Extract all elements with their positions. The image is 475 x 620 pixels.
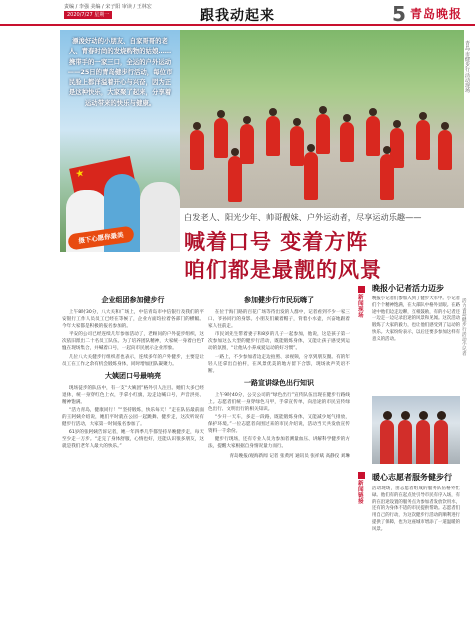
news-tag <box>358 472 368 506</box>
walker-figure <box>290 126 304 166</box>
headline-subtitle: 白发老人、阳光少年、帅哥靓妹、户外运动者，尽享运动乐趣—— <box>184 212 422 222</box>
paragraph: 健步行现场，还有专业人员为参加者测量血压、讲解科学健步的方法，提醒大家根据自身情况量力而行。 <box>208 437 350 450</box>
news-tag-label: 新闻现场 <box>358 295 364 320</box>
photo-badge: 摄下心愿你最美 <box>67 225 135 250</box>
article-column-1 <box>62 292 204 604</box>
sidebar-vertical-caption: 活力青岛健步行活动小记者 <box>462 299 467 357</box>
photo-side-caption: 青岛市健步行活动现场 <box>465 41 471 95</box>
news-tag-label: 新闻链接 <box>358 481 364 506</box>
walker-figure <box>240 124 254 164</box>
headline-line1: 喊着口号 变着方阵 <box>184 229 369 254</box>
paragraph: 上午8时30分，八大关和广场上，中信青岛市中信银行及我们的平安银行工作人员员工已经在等候了，企业方面均拉着各部门的横幅。今年大家都是积极的报名参加的。 <box>62 309 204 330</box>
headline-line2: 咱们都是最靓的风景 <box>184 257 382 282</box>
walker-figure <box>228 156 242 202</box>
walker-figure <box>190 130 204 170</box>
paragraph: 几位八大关健步行组织者也表示，连续多年的户外健步，主要是让员工在工作之余有机会锻炼身体，同时增加团队凝聚力。 <box>62 354 204 367</box>
child-figure <box>416 420 430 464</box>
sidebar-title: 晚报小记者活力迈步 <box>372 284 444 293</box>
child-figure <box>434 420 448 464</box>
paragraph: “活力青岛，健康同行！”“坚持锻炼，快乐每天！”走在队伍最前面的王阿姨介绍说，她们平时就在公园一起跳舞、健步走，这次听说有健步行活动，大家第一时间报名参加了。 <box>62 407 204 428</box>
main-photo <box>180 30 464 208</box>
paragraph: 市民刘先生带着妻子和8岁的儿子一起参加，他说，这是孩子第一次参加这么大型的健步行活动，既能锻炼身体，又能让孩子感受到运动的氛围，“让他从小养成爱运动的好习惯”。 <box>208 332 350 352</box>
child-figure <box>398 420 412 464</box>
walker-figure <box>304 152 318 200</box>
sidebar-title: 暖心志愿者服务健步行 <box>372 473 452 482</box>
article-column-2 <box>208 292 350 604</box>
walker-figure <box>416 120 430 160</box>
square-icon <box>358 286 365 293</box>
newspaper-logo: 青岛晚报 <box>410 7 463 21</box>
news-tag <box>358 286 368 320</box>
section-title: 跟我动起来 <box>200 8 275 24</box>
paragraph: 一路上，不少参加者边走边拍照、录视频，分享到朋友圈。有的年轻人还拿出自拍杆，在风景优美的地方留下合影，现场欢声笑语不断。 <box>208 354 350 374</box>
walker-figure <box>266 116 280 156</box>
walker-figure <box>366 116 380 156</box>
section-heading: 一路宣讲绿色出行知识 <box>244 378 314 387</box>
paragraph: “少开一天车，多走一段路，既能锻炼身体，又能减少尾气排放，保护环境。”一位志愿者向围过来的市民介绍说，活动当天共发放宣传资料一千余份。 <box>208 415 350 435</box>
small-photo <box>372 396 460 464</box>
paragraph: 在位于海门路的百花广场等待出发的人群中，记者看到不少一家三口、爷孙同行的身影。小朋友们戴着帽子，背着小水壶，兴奋地跟着家人往前走。 <box>208 309 350 330</box>
section-heading: 参加健步行市民玩嗨了 <box>244 296 314 304</box>
child-figure <box>380 420 394 464</box>
issue-date: 2020/7/27 星期一 <box>64 11 112 19</box>
left-photo <box>60 30 180 252</box>
page-number: 5 <box>392 2 406 26</box>
paragraph: 上午9时40分，公交公司的“绿色出行”宣传队伍出现在健步行路线上。志愿者们统一身穿绿色马甲，手拿宣传单，向沿途的市民宣传绿色出行、文明出行的相关知识。 <box>208 392 350 412</box>
author-credit: 青岛晚报/观海新闻 记者 张黄河 通讯员 张祥斌 高静仪 刘琳 <box>229 453 350 459</box>
section-heading: 大姨团口号最响亮 <box>105 371 161 380</box>
page-header <box>0 0 475 26</box>
editor-credits: 责编 / 李强 美编 / 宋子阳 审读 / 王林宏 <box>64 4 152 10</box>
paragraph: 平安的公司已经连续几年参加活动了，老顾问的户外徒步组织，这次依旧派出二十名员工队伍。为了培养团队精神，大家统一身着白色T恤在现场集合，并喊着口号，一起向市民展示企业形象。 <box>62 332 204 352</box>
sidebar-body: 活动现场，由志愿者组成的服务队伍格外忙碌。他们有的在起点处引导市民有序入场，有的在沿途设置的服务点为参加者发放饮用水，还有的为身体不适的市民提供帮助。志愿者们用自己的行动，为这次健步行活动的顺利进行提供了保障，也为这座城市增添了一道温暖的风景。 <box>372 486 460 532</box>
walker-figure <box>214 118 228 158</box>
walker-figure <box>380 154 394 200</box>
section-heading: 企业组团参加健步行 <box>101 296 165 304</box>
person-figure <box>140 182 180 252</box>
walker-figure <box>438 130 452 170</box>
sidebar-body: 晚报小记者们参加入到了健步大军中。小记者们个个精神饱满，在大部队中格外显眼。在路途中他们边走边聊，互相鼓励，有的小记者还一边走一边记录沿途的风景和见闻。这次活动锻炼了大家的毅力，也让他们感受到了运动的快乐。大家纷纷表示，以后还要多参加这样有意义的活动。 <box>372 296 460 342</box>
square-icon <box>358 472 365 479</box>
paragraph: 现场徒步的队伍中，有一支“大姨团”格外引人注目。她们大多已经退休，统一身穿红色上衣，手拿小红旗，边走边喊口号，声音洪亮、精神饱满。 <box>62 385 204 405</box>
left-photo-caption: 漂浚好动的小朋友、自家哥哥的老人、青春时尚的发烧购物的姑娘……携带手的一家三口，全运的户外运动——25日的青岛健步行活动，每位市民脸上都洋溢着开心与兴奋，因为正是这种快乐，大家聚了起来，分享着运动带来的快乐与健康。 <box>67 37 173 107</box>
walker-figure <box>340 122 354 162</box>
paragraph: 61岁的张阿姨告诉记者，她一年四季几乎都坚持早晚健步走，每天至少走一万步。“走完了身体舒服，心情也好，还能认识很多朋友，这就是我们老年人最大的快乐。” <box>62 430 204 450</box>
walker-figure <box>316 114 330 154</box>
